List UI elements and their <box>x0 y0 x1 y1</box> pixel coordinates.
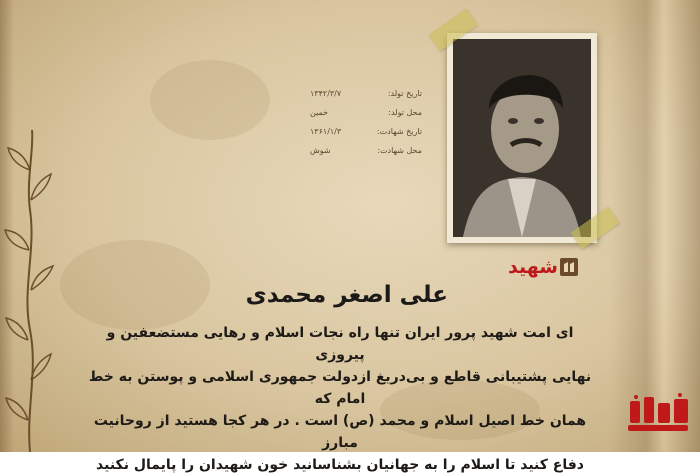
info-row <box>310 141 422 160</box>
quote-line: نهایی پشتیبانی قاطع و بی‌دریغ ازدولت جمهوری اسلامی و پوستن به خط امام که <box>88 369 592 407</box>
info-value: ۱۳۶۱/۱/۳ <box>310 127 342 136</box>
notebook-binding <box>610 0 700 452</box>
quote-line: ای امت شهید پرور ایران تنها راه نجات اسلام و رهایی مستضعفین و پیروزی <box>106 325 574 363</box>
info-value: شوش <box>310 146 331 155</box>
quote-line: همان خط اصیل اسلام و محمد (ص) است . در هر کجا هستید از روحانیت مبارز <box>93 413 587 451</box>
info-label: محل شهادت: <box>377 146 422 155</box>
info-value: خمین <box>310 108 329 117</box>
info-value: ۱۳۴۲/۳/۷ <box>310 89 342 98</box>
portrait-photo <box>453 39 591 237</box>
martyr-name: علی اصغر محمدی <box>245 282 448 308</box>
navid-shahed-logo <box>624 393 694 448</box>
info-label: تاریخ شهادت: <box>376 127 422 136</box>
info-label: تاریخ تولد: <box>387 89 422 98</box>
page-title: شهید <box>508 256 558 278</box>
title-badge-icon <box>560 258 578 276</box>
testament-quote <box>80 322 600 476</box>
info-row <box>310 84 422 103</box>
martyr-info <box>310 84 422 160</box>
info-row <box>310 103 422 122</box>
portrait-frame <box>447 33 597 243</box>
quote-line: دفاع کنید تا اسلام را به جهانیان بشناسانید خون شهیدان را پایمال نکنید <box>96 457 584 473</box>
paper-stain <box>60 240 210 330</box>
info-label: محل تولد: <box>388 108 422 117</box>
vine-decoration <box>0 130 60 452</box>
info-row <box>310 122 422 141</box>
paper-stain <box>150 60 270 140</box>
